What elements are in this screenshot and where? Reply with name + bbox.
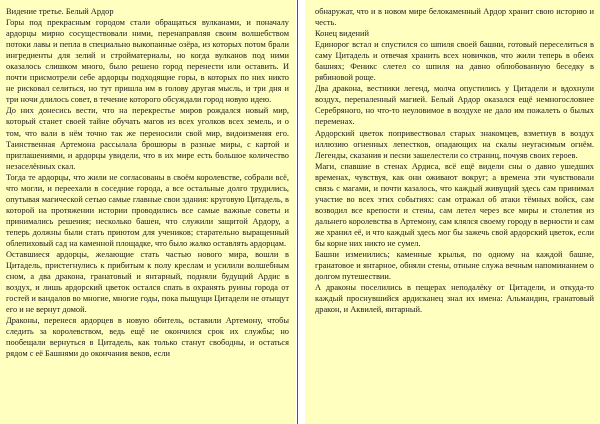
right-paragraph: Маги, спавшие в стенах Ардиса, всё ещё видели сны о давно ушедших временах, чувствуя, как они оживают вокруг; а времена эти чувствовали связь с магами, и почти казалось, что каждый живущий здесь сам принимал участие во всех этих событиях: сам отражал об атаки тёмных войск, сам возводил все крепости и стены, сам летел через все миры и столетия из дальнего королевства в Артемону, сам клялся своему городу в верности и сам же хранил её, и что каждый здесь мог бы зажечь свой ардорский цветок, если бы корне них никто не сумел. [315, 161, 594, 248]
left-paragraph: Драконы, перенеся ардорцев в новую обитель, оставили Артемону, чтобы следить за королевством, ведь ещё не окончился срок их службы; но пообещали вернуться в Цитадель, как только станут свободны, и остаться рядом с её Башнями до окончания веков, если [6, 316, 289, 359]
right-paragraph: А драконы поселились в пещерах неподалёку от Цитадели, и откуда-то каждый проснувшийся ардисканец знал их имена: Альмандин, гранатовый дракон, и Аквилей, янтарный. [315, 283, 594, 315]
right-paragraph: обнаружат, что и в новом мире белокаменный Ардор хранит свою историю и честь. [315, 7, 594, 28]
section-heading: Конец видений [315, 29, 369, 39]
left-paragraph: До них донесись вести, что на перекрестье миров рождался новый мир, который станет своей тайне обучать магов из всех уголков всех земель, и о том, что вали в нём точно так же переносили свой мир, видоизменяя его. Таинственная Артемона рассылала брошюры в разные миры, с картой и приглашениями, и ардорцы увидели, что в их мире есть большое количество незаселённых скал. [6, 106, 289, 171]
left-paragraph: Оставшиеся ардорцы, желающие стать частью нового мира, вошли в Цитадель, пристегнулись к прибитым к полу креслам и усилили волшебным сном, а два дракона, гранатовый и янтарный, подняли будущий Ардис в воздух, и лишь ардорский цветок остался спать в охранять руины города от гостей и вандалов во многие, многие годы, пока пыщущи Цитадели не отыщут его и не вернут домой. [6, 250, 289, 315]
page-divider [297, 0, 298, 424]
right-paragraph: Ардорский цветок попривествовал старых знакомцев, взметнув в воздух иллюзию огненных лепестков, опадающих на скалы неугасимым огнём. Легенды, сказания и песни зашелестели со страниц, почуяв своих героев. [315, 128, 594, 160]
right-paragraph: Два дракона, вестники легенд, молча опустились у Цитадели и вдохнули воздух, перепаленный магией. Белый Ардор оказался ещё немногословнее Серебряного, но что-то неуловимое в воздухе не дало им пожалеть о былых переменах. [315, 84, 594, 127]
left-paragraph: Тогда те ардорцы, что жили не согласованы в своём королевстве, собрали всё, что могли, и переехали в соседние города, а все остальные долго трудились, опутывая магической сетью самые главные свои здания: круговую Цитадель, в которой на протяжении истории проводились все самые важные советы и принимались решения; несколько башен, что служили защитой Ардору, а теперь должны были стать приютом для учеников; старательно выращенный облепиховый сад на каменной площадке, что было жалко оставлять ардорцам. [6, 172, 289, 248]
left-paragraph: Горы под прекрасным городом стали обращаться вулканами, и поначалу ардорцы мирно сосуществовали ними, перенаправляя своим волшебством потоки лавы и пепла в специально выкопанные озёра, из которых потом брали ингредиенты для зелий и стройматериалы, но когда вулканов под ними оказалось слишком много, было решено город перенести или оставить. И почти присмотрели себе ардорцы подходящие горы, в которых по них никто не рисковал селиться, но тут пришла им в голову другая мысль, и три дня и три ночи длилось совет, в течение которого обсуждали город новую идею. [6, 18, 289, 105]
left-page [0, 0, 295, 424]
right-paragraph: Единорог встал и спустился со шпиля своей башни, готовый переселиться в саму Цитадель и отвечая хранить всех новичков, что жили теперь в обеих башнях; Феникс слетел со шпиля на давно облюбованную беседку в рябиновой роще. [315, 40, 594, 83]
right-page [305, 0, 600, 424]
left-page-title: Видение третье. Белый Ардор [6, 7, 114, 16]
right-paragraph: Башни изменились; каменные крылья, по одному на каждой башне, гранатовое и янтарное, обняли стены, отныне служа вечным напоминанием о долгом путешествии. [315, 250, 594, 282]
